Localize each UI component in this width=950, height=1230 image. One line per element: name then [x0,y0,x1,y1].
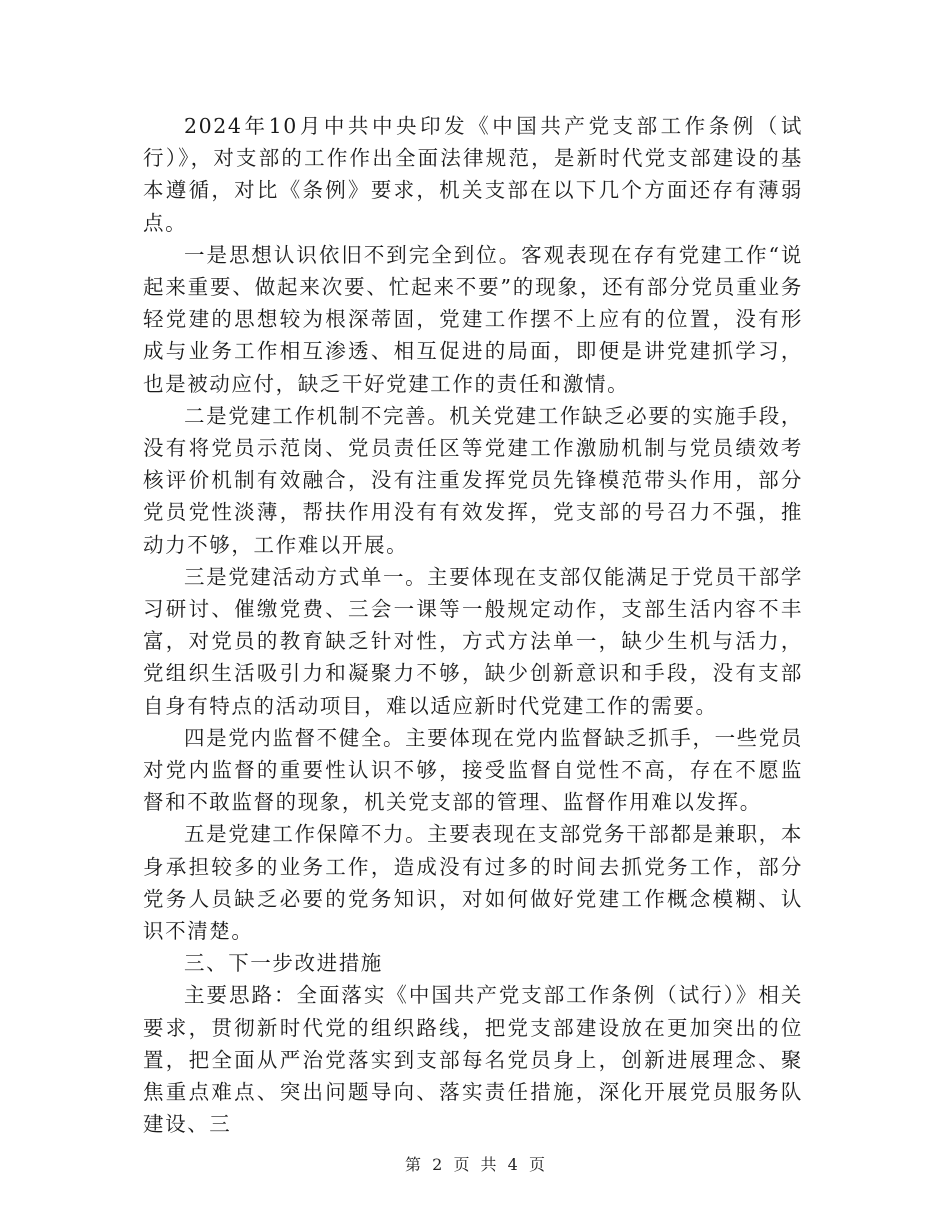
footer-total-unit: 页 [528,1155,545,1174]
footer-current-page: 2 [432,1155,443,1174]
footer-prefix: 第 [405,1155,422,1174]
paragraph-main-idea: 主要思路：全面落实《中国共产党支部工作条例（试行）》相关要求，贯彻新时代党的组织路线，把党支部建设放在更加突出的位置，把全面从严治党落实到支部每名党员身上，创新进展理念、聚焦重点难点、突出问题导向、落实责任措施，深化开展党员服务队建设、三 [143,983,803,1137]
paragraph-point-2: 二是党建工作机制不完善。机关党建工作缺乏必要的实施手段，没有将党员示范岗、党员责任区等党建工作激励机制与党员绩效考核评价机制有效融合，没有注重发挥党员先锋模范带头作用，部分党员党性淡薄，帮扶作用没有有效发挥，党支部的号召力不强，推动力不够，工作难以开展。 [143,403,803,557]
paragraph-point-4: 四是党内监督不健全。主要体现在党内监督缺乏抓手，一些党员对党内监督的重要性认识不够，接受监督自觉性不高，存在不愿监督和不敢监督的现象，机关党支部的管理、监督作用难以发挥。 [143,725,803,815]
footer-total-prefix: 共 [480,1155,497,1174]
paragraph-point-5: 五是党建工作保障不力。主要表现在支部党务干部都是兼职，本身承担较多的业务工作，造成没有过多的时间去抓党务工作，部分党务人员缺乏必要的党务知识，对如何做好党建工作概念模糊、认识不清楚。 [143,822,803,944]
footer-page-unit: 页 [453,1155,470,1174]
paragraph-point-3: 三是党建活动方式单一。主要体现在支部仅能满足于党员干部学习研讨、催缴党费、三会一课等一般规定动作，支部生活内容不丰富，对党员的教育缺乏针对性，方式方法单一，缺少生机与活力，党组织生活吸引力和凝聚力不够，缺少创新意识和手段，没有支部自身有特点的活动项目，难以适应新时代党建工作的需要。 [143,564,803,718]
paragraph-point-1: 一是思想认识依旧不到完全到位。客观表现在存有党建工作“说起来重要、做起来次要、忙起来不要”的现象，还有部分党员重业务轻党建的思想较为根深蒂固，党建工作摆不上应有的位置，没有形成与业务工作相互渗透、相互促进的局面，即便是讲党建抓学习，也是被动应付，缺乏干好党建工作的责任和激情。 [143,242,803,396]
paragraph-intro: 2024年10月中共中央印发《中国共产党支部工作条例（试行）》，对支部的工作作出全面法律规范，是新时代党支部建设的基本遵循，对比《条例》要求，机关支部在以下几个方面还存有薄弱点。 [143,114,803,235]
section-heading: 三、下一步改进措施 [184,951,383,976]
footer-total-pages: 4 [507,1155,518,1174]
document-body [143,110,803,1141]
page-footer [0,1152,950,1175]
